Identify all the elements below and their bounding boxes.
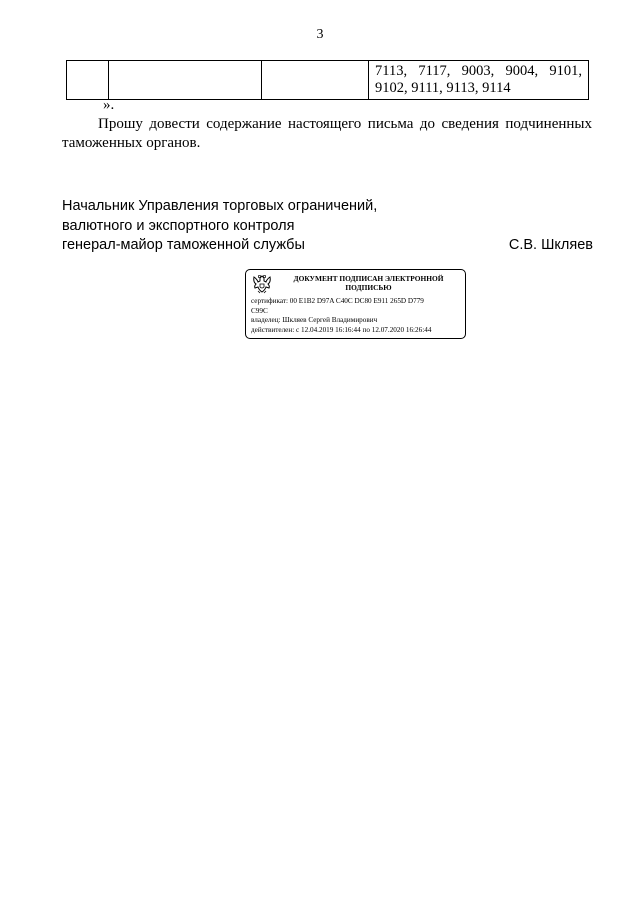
codes-line-1 (375, 63, 582, 80)
eagle-emblem-icon (251, 273, 273, 295)
table-cell-empty-3 (262, 61, 369, 100)
stamp-title: ДОКУМЕНТ ПОДПИСАН ЭЛЕКТРОННОЙ ПОДПИСЬЮ (293, 274, 444, 292)
page-number: 3 (316, 27, 324, 42)
codes-line-2: 9102, 9111, 9113, 9114 (375, 80, 511, 96)
stamp-certificate: сертификат: 00 E1B2 D97A C40C DC80 E911 265D D779 (251, 297, 424, 305)
table-cell-codes (369, 61, 589, 100)
electronic-signature-stamp (245, 269, 466, 339)
stamp-certificate-cont: C99C (251, 306, 268, 315)
table-cell-empty-1 (67, 61, 109, 100)
code-item: 9003, (461, 63, 495, 79)
request-paragraph: Прошу довести содержание настоящего письма до сведения подчиненных таможенных органов. (62, 116, 592, 151)
signer-position-line-2: валютного и экспортного контроля (62, 217, 295, 234)
signer-position-line-1: Начальник Управления торговых ограничений, (62, 198, 378, 214)
stamp-body (251, 297, 460, 335)
stamp-validity: действителен: с 12.04.2019 16:16:44 по 12.07.2020 16:26:44 (251, 325, 432, 334)
table-row (67, 61, 589, 100)
code-item: 7113, (375, 63, 408, 79)
code-table (66, 60, 589, 100)
stamp-header (251, 273, 460, 295)
table-cell-empty-2 (109, 61, 262, 100)
signature-block (62, 197, 593, 256)
code-item: 7117, (418, 63, 451, 79)
code-item: 9004, (505, 63, 539, 79)
code-item: 9101, (549, 63, 582, 79)
signer-name: С.В. Шкляев (508, 237, 593, 253)
stamp-owner: владелец: Шкляев Сергей Владимирович (251, 316, 378, 324)
closing-quote: ». (103, 97, 115, 113)
signer-rank: генерал-майор таможенной службы (62, 237, 305, 253)
signer-rank-row (62, 236, 593, 256)
